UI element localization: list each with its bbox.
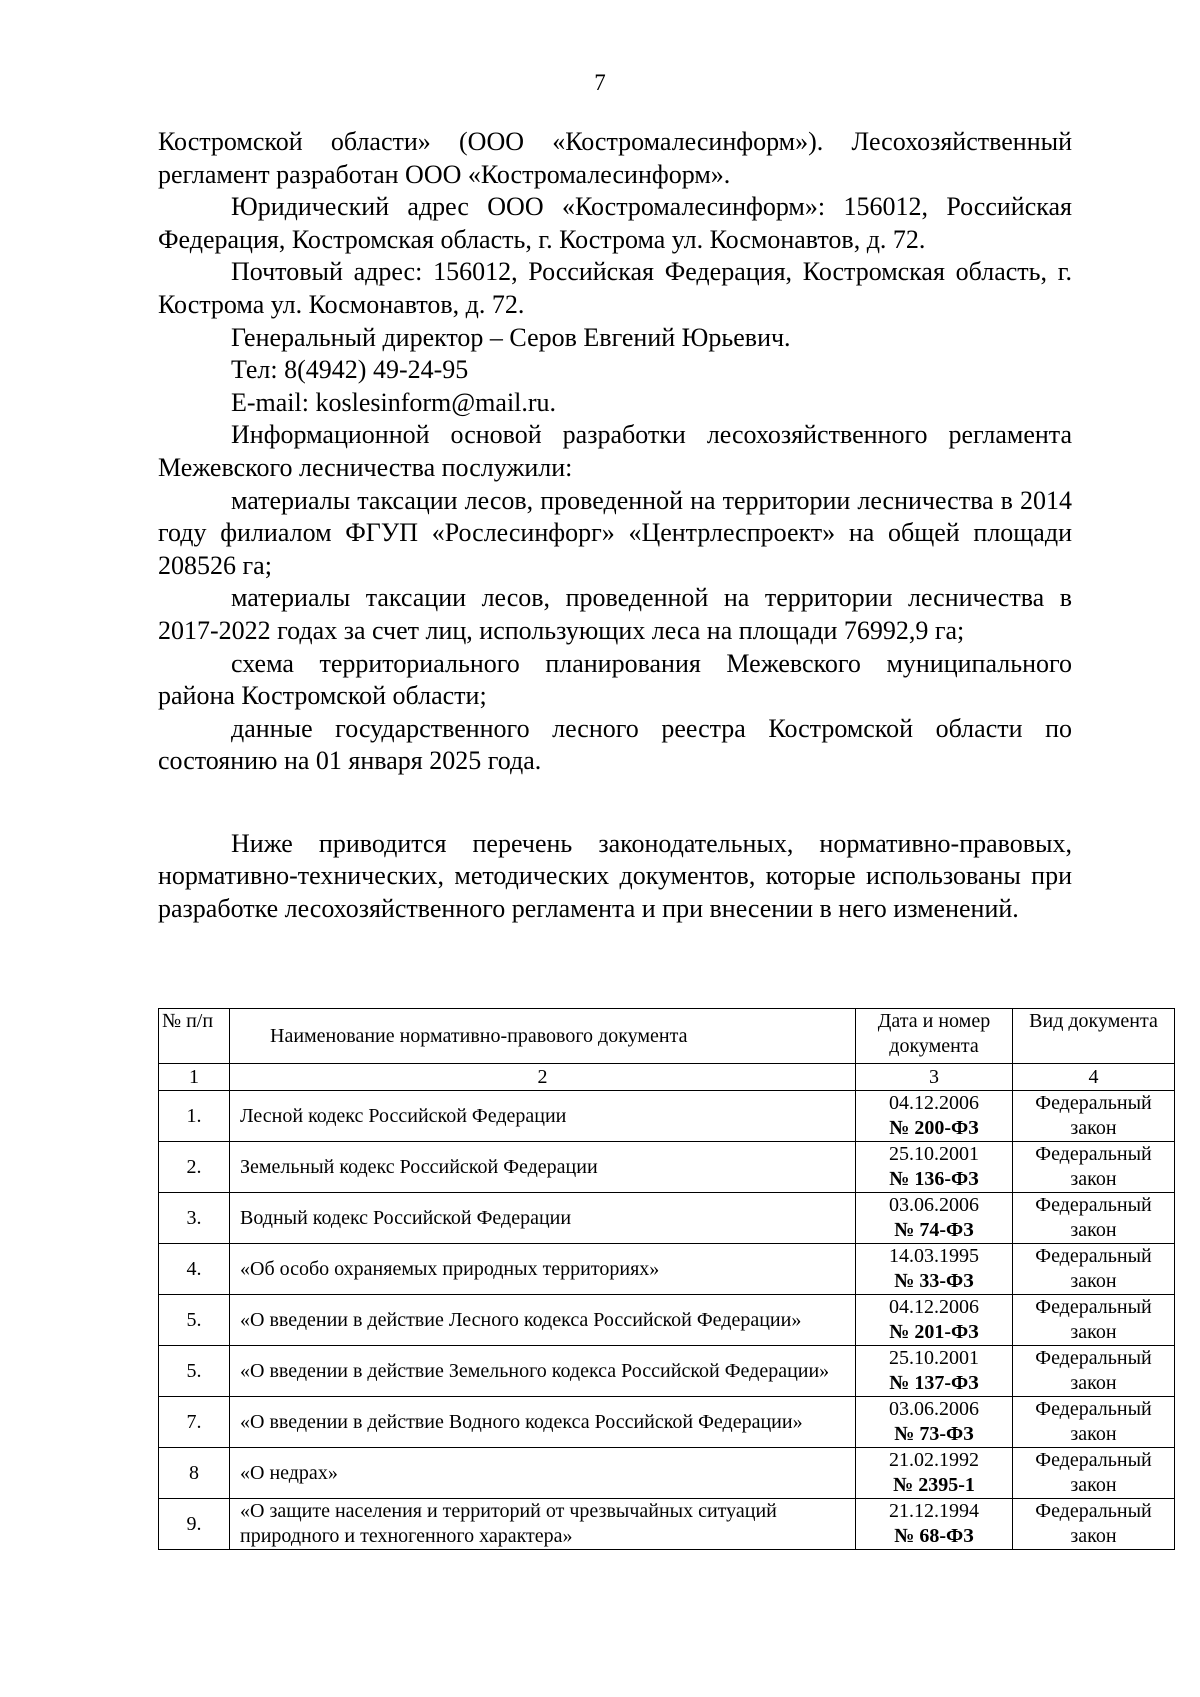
table-row [159, 1193, 1175, 1244]
table-column-numbers [159, 1064, 1175, 1091]
column-number: 3 [856, 1064, 1013, 1091]
document-number: № 200-ФЗ [889, 1117, 979, 1139]
row-number: 7. [159, 1397, 230, 1448]
row-number: 5. [159, 1346, 230, 1397]
document-number: № 2395-1 [893, 1474, 975, 1496]
document-name: «О введении в действие Водного кодекса Российской Федерации» [230, 1397, 856, 1448]
document-name: Лесной кодекс Российской Федерации [230, 1091, 856, 1142]
document-date-number [856, 1091, 1013, 1142]
document-type: Федеральный закон [1013, 1397, 1175, 1448]
header-num: № п/п [159, 1009, 230, 1064]
document-type: Федеральный закон [1013, 1295, 1175, 1346]
document-name: «О введении в действие Лесного кодекса Российской Федерации» [230, 1295, 856, 1346]
document-date: 21.12.1994 [889, 1500, 979, 1522]
header-date: Дата и номер документа [856, 1009, 1013, 1064]
document-type: Федеральный закон [1013, 1142, 1175, 1193]
body-paragraph: E-mail: koslesinform@mail.ru. [231, 387, 557, 417]
document-date-number [856, 1193, 1013, 1244]
column-number: 2 [230, 1064, 856, 1091]
documents-table [158, 1008, 1175, 1550]
column-number: 4 [1013, 1064, 1175, 1091]
document-date: 04.12.2006 [889, 1296, 979, 1318]
body-text [158, 126, 1072, 926]
document-type: Федеральный закон [1013, 1346, 1175, 1397]
table-row [159, 1295, 1175, 1346]
body-paragraph: Почтовый адрес: 156012, Российская Федерация, Костромская область, г. Кострома ул. Космонавтов, д. 72. [158, 257, 1072, 319]
column-number: 1 [159, 1064, 230, 1091]
document-type: Федеральный закон [1013, 1193, 1175, 1244]
document-name: «О защите населения и территорий от чрезвычайных ситуаций природного и техногенного характера» [230, 1499, 856, 1550]
document-name: «О введении в действие Земельного кодекса Российской Федерации» [230, 1346, 856, 1397]
document-number: № 74-ФЗ [894, 1219, 974, 1241]
document-number: № 136-ФЗ [889, 1168, 979, 1190]
row-number: 4. [159, 1244, 230, 1295]
document-number: № 201-ФЗ [889, 1321, 979, 1343]
body-paragraph: Тел: 8(4942) 49-24-95 [231, 355, 469, 385]
body-paragraph: Информационной основой разработки лесохозяйственного регламента Межевского лесничества послужили: [158, 420, 1072, 482]
document-number: № 73-ФЗ [894, 1423, 974, 1445]
document-date-number [856, 1397, 1013, 1448]
row-number: 8 [159, 1448, 230, 1499]
table-row [159, 1091, 1175, 1142]
document-name: «Об особо охраняемых природных территориях» [230, 1244, 856, 1295]
row-number: 9. [159, 1499, 230, 1550]
document-date: 03.06.2006 [889, 1398, 979, 1420]
document-date: 14.03.1995 [889, 1245, 979, 1267]
document-date: 25.10.2001 [889, 1347, 979, 1369]
document-type: Федеральный закон [1013, 1244, 1175, 1295]
body-paragraph: схема территориального планирования Межевского муниципального района Костромской области; [158, 648, 1072, 711]
document-number: № 137-ФЗ [889, 1372, 979, 1394]
document-date-number [856, 1295, 1013, 1346]
document-date-number [856, 1499, 1013, 1550]
document-number: № 68-ФЗ [894, 1525, 974, 1547]
document-type: Федеральный закон [1013, 1499, 1175, 1550]
document-date: 03.06.2006 [889, 1194, 979, 1216]
document-type: Федеральный закон [1013, 1091, 1175, 1142]
document-name: Земельный кодекс Российской Федерации [230, 1142, 856, 1193]
table-row [159, 1397, 1175, 1448]
table-header-row [159, 1009, 1175, 1064]
table-row [159, 1448, 1175, 1499]
row-number: 3. [159, 1193, 230, 1244]
body-paragraph: Юридический адрес ООО «Костромалесинформ»: 156012, Российская Федерация, Костромская область, г. Кострома ул. Космонавтов, д. 72. [158, 192, 1072, 254]
intro-paragraph: Ниже приводится перечень законодательных, нормативно-правовых, нормативно-технических, методических документов, которые использованы при разработке лесохозяйственного регламента и при внесении в него изменений. [158, 828, 1072, 924]
document-type: Федеральный закон [1013, 1448, 1175, 1499]
header-type: Вид документа [1013, 1009, 1175, 1064]
document-name: Водный кодекс Российской Федерации [230, 1193, 856, 1244]
document-date-number [856, 1142, 1013, 1193]
row-number: 1. [159, 1091, 230, 1142]
document-name: «О недрах» [230, 1448, 856, 1499]
document-number: № 33-ФЗ [894, 1270, 974, 1292]
row-number: 5. [159, 1295, 230, 1346]
table-row [159, 1499, 1175, 1550]
body-paragraph: Генеральный директор – Серов Евгений Юрьевич. [231, 322, 791, 352]
page-number: 7 [594, 70, 606, 95]
document-date: 04.12.2006 [889, 1092, 979, 1114]
document-date-number [856, 1346, 1013, 1397]
table-row [159, 1142, 1175, 1193]
document-date-number [856, 1244, 1013, 1295]
body-paragraph: Костромской области» (ООО «Костромалесинформ»). Лесохозяйственный регламент разработан ООО «Костромалесинформ». [158, 127, 1072, 189]
paragraph-list [158, 126, 1072, 778]
body-paragraph: данные государственного лесного реестра Костромской области по состоянию на 01 января 2025 года. [158, 713, 1072, 776]
table-row [159, 1346, 1175, 1397]
header-name: Наименование нормативно-правового документа [230, 1009, 856, 1064]
row-number: 2. [159, 1142, 230, 1193]
table-row [159, 1244, 1175, 1295]
spacer [158, 778, 1072, 828]
document-date-number [856, 1448, 1013, 1499]
body-paragraph: материалы таксации лесов, проведенной на территории лесничества в 2017-2022 годах за счет лиц, использующих леса на площади 76992,9 га; [158, 583, 1072, 645]
document-date: 25.10.2001 [889, 1143, 979, 1165]
body-paragraph: материалы таксации лесов, проведенной на территории лесничества в 2014 году филиалом ФГУП «Рослесинфорг» «Центрлеспроект» на общей площади 208526 га; [158, 485, 1072, 580]
document-date: 21.02.1992 [889, 1449, 979, 1471]
